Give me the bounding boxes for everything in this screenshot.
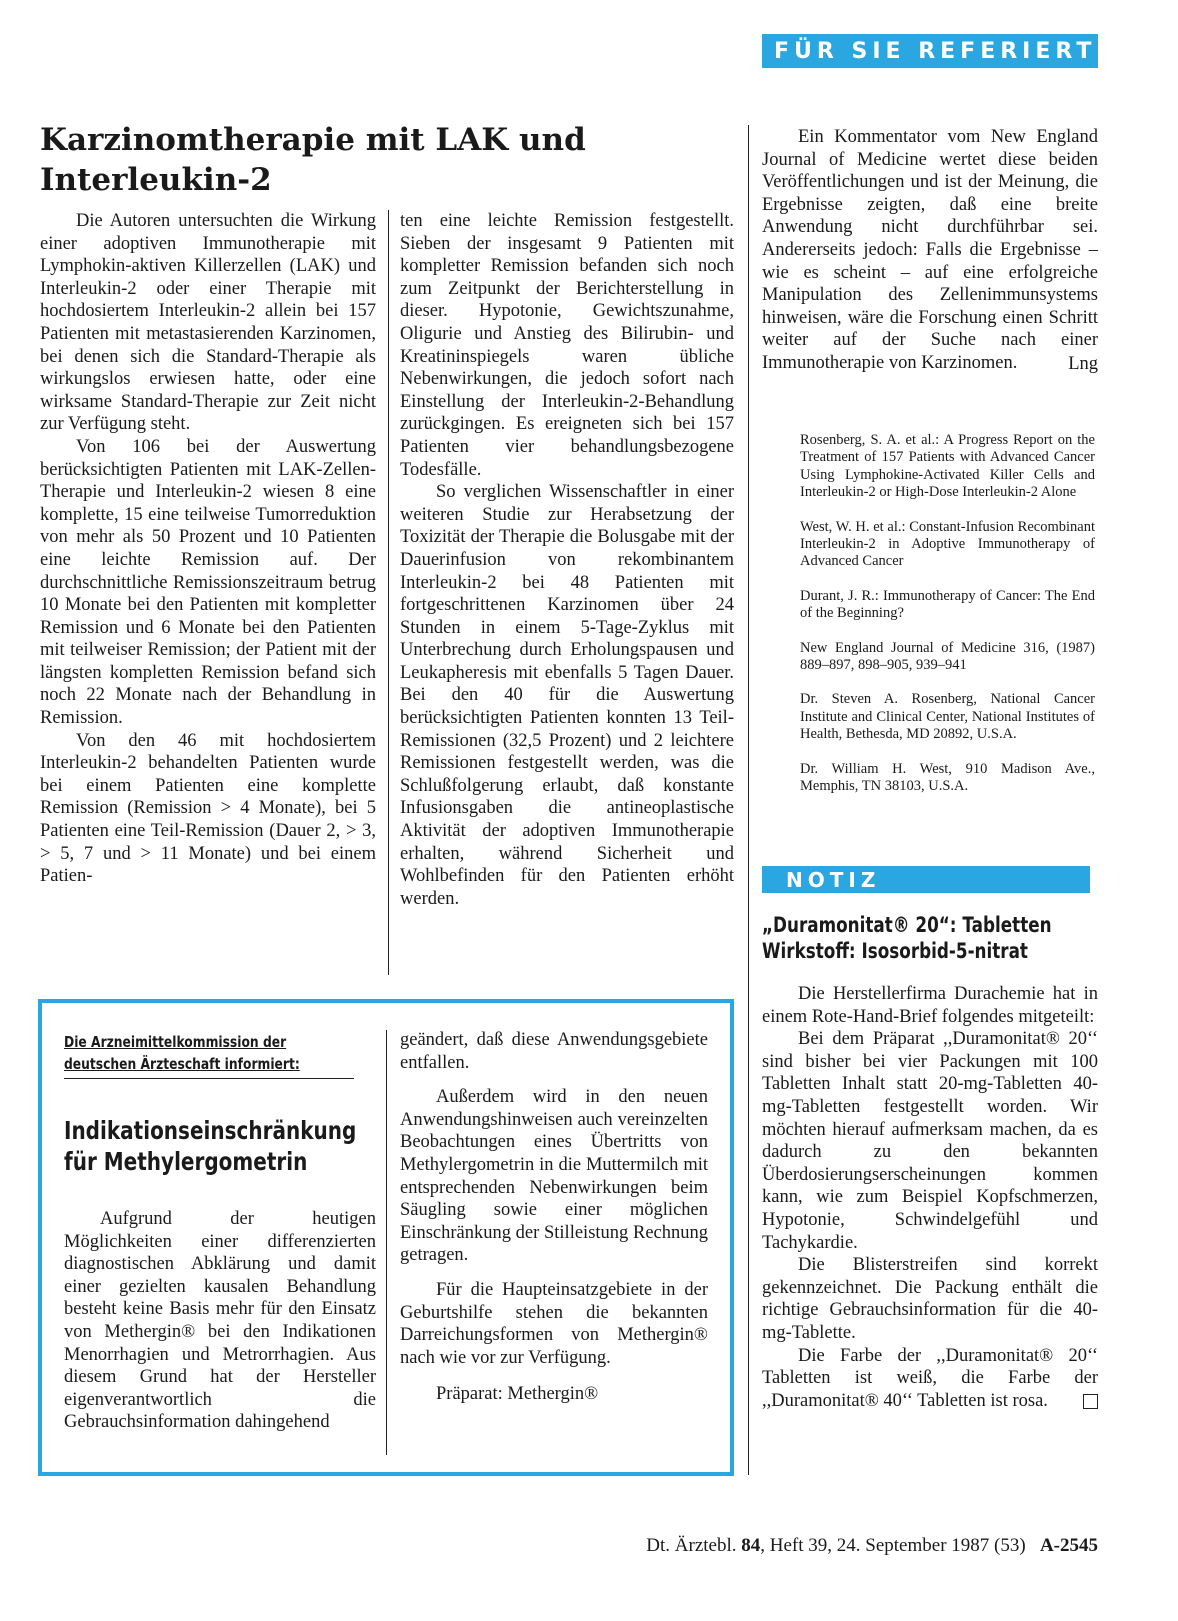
commentary-paragraph: Ein Kommentator vom New England Journal of Medicine wertet diese beiden Veröffentlichungen und ist der Meinung, die Ergebnisse zeigten, daß eine breite Anwendung nicht durchführbar sei. Andererseits jedoch: Falls die Ergebnisse – wie es scheint – auf eine erfolgreiche Manipulation des Zellenimmunsystems hinweisen, wäre die Forschung einen Schritt weiter auf der Suche nach einer Immunotherapie von Karzinomen. [762,127,1098,373]
section-label: FÜR SIE REFERIERT [774,38,1097,64]
article-column-2 [400,210,734,910]
column-divider [748,125,749,1475]
notiz-paragraph: Bei dem Präparat ,,Duramonitat® 20‘‘ sind bisher bei vier Packungen mit 100 Tabletten Inhalt statt 20-mg-Tabletten 40-mg-Tabletten festgestellt worden. Wir möchten hierauf aufmerksam machen, da es dadurch zu den bekannten Überdosierungserscheinungen kommen kann, wie zum Beispiel Kopfschmerzen, Hypotonie, Schwindelgefühl und Tachykardie. [762,1029,1098,1253]
info-box-column-1 [64,1208,376,1434]
footer-volume: 84 [741,1535,761,1556]
info-box-column-2 [400,1029,708,1406]
page-footer [646,1534,1098,1558]
author-signature: Lng [1068,353,1098,374]
info-box-heading-line2: deutschen Ärzteschaft informiert: [64,1055,300,1073]
article-paragraph: ten eine leichte Remission festgestellt. Sieben der insgesamt 9 Patienten mit kompletter Remission befanden sich noch zum Zeitpunkt der Berichterstellung in dieser. Hypotonie, Gewichtszunahme, Oligurie und Anstieg des Bilirubin- und Kreatininspiegels waren übliche Nebenwirkungen, die jedoch sofort nach Einstellung der Interleukin-2-Behandlung zurückgingen. Es ereigneten sich bei 157 Patienten vier behandlungsbezogene Todesfälle. [400,211,734,480]
info-box-title-line1: Indikationseinschränkung [64,1116,357,1145]
info-box-divider [386,1030,387,1455]
notiz-paragraph [762,1345,1098,1413]
notiz-title [762,912,1102,964]
reference-item: Rosenberg, S. A. et al.: A Progress Report on the Treatment of 157 Patients with Advanced Cancer Using Lymphokine-Activated Killer Cells and Interleukin-2 or High-Dose Interleukin-2 Alone [800,432,1095,501]
notiz-paragraph: Die Blisterstreifen sind korrekt gekennzeichnet. Die Packung enthält die richtige Gebrauchsinformation für die 40-mg-Tablette. [762,1255,1098,1343]
reference-item: Dr. Steven A. Rosenberg, National Cancer Institute and Clinical Center, National Institutes of Health, Bethesda, MD 20892, U.S.A. [800,691,1095,743]
info-box-paragraph: Für die Haupteinsatzgebiete in der Geburtshilfe stehen die bekannten Darreichungsformen von Methergin® nach wie vor zur Verfügung. [400,1279,708,1368]
article-headline [40,120,720,200]
info-box-heading-line1: Die Arzneimittelkommission der [64,1033,287,1051]
info-box-title [64,1115,384,1177]
article-paragraph: Von 106 bei der Auswertung berücksichtigten Patienten mit LAK-Zellen-Therapie und Interleukin-2 wiesen 8 eine komplette, 15 eine teilweise Tumorreduktion von mehr als 50 Prozent und 10 Patienten eine leichte Remission auf. Der durchschnittliche Remissionszeitraum betrug 10 Monate bei den Patienten mit kompletter Remission und 6 Monate bei den Patienten mit teilweiser Remission; der Patient mit der längsten kompletten Remission befand sich noch 22 Monate nach der Behandlung in Remission. [40,436,376,729]
end-mark-icon [1083,1394,1098,1409]
reference-item: West, W. H. et al.: Constant-Infusion Recombinant Interleukin-2 in Adoptive Immunotherapy of Advanced Cancer [800,518,1095,570]
info-box-preparation: Präparat: Methergin® [436,1384,599,1405]
info-box-heading [64,1031,354,1079]
article-title [40,120,720,200]
info-box-paragraph: Aufgrund der heutigen Möglichkeiten einer differenzierten diagnostischen Abklärung und damit einer gezielten kausalen Behandlung besteht keine Basis mehr für den Einsatz von Methergin® bei den Indikationen Menorrhagien und Metrorrhagien. Aus diesem Grund hat der Hersteller eigenverantwortlich die Gebrauchsinformation dahingehend [64,1209,376,1433]
article-title-line2: Interleukin-2 [40,162,272,198]
article-title-line1: Karzinomtherapie mit LAK und [40,122,586,158]
notiz-title-line2: Wirkstoff: Isosorbid-5-nitrat [762,939,1028,963]
reference-item: New England Journal of Medicine 316, (1987) 889–897, 898–905, 939–941 [800,639,1095,674]
info-box-paragraph: geändert, daß diese Anwendungsgebiete entfallen. [400,1030,708,1073]
column-divider [388,210,389,975]
references [800,432,1095,813]
notiz-paragraph: Die Herstellerfirma Durachemie hat in einem Rote-Hand-Brief folgendes mitgeteilt: [762,984,1098,1027]
footer-journal: Dt. Ärztebl. [646,1535,737,1556]
section-banner [762,34,1098,68]
article-paragraph: Die Autoren untersuchten die Wirkung einer adoptiven Immunotherapie mit Lymphokin-aktiven Killerzellen (LAK) und Interleukin-2 oder einer Therapie mit hochdosiertem Interleukin-2 allein bei 157 Patienten mit metastasierenden Karzinomen, bei denen sich die Standard-Therapie als wirkungslos erwiesen hatte, oder eine wirksame Standard-Therapie zur Zeit nicht zur Verfügung steht. [40,211,376,435]
info-box-paragraph: Außerdem wird in den neuen Anwendungshinweisen auch vereinzelten Beobachtungen eines Übertritts von Methylergometrin in die Muttermilch mit entsprechenden Nebenwirkungen beim Säugling sowie einer möglichen Einschränkung der Stilleistung Rechnung getragen. [400,1087,708,1266]
notiz-title-line1: „Duramonitat® 20“: Tabletten [762,913,1052,937]
notiz-label: NOTIZ [786,867,881,892]
notiz-banner [762,866,1090,893]
article-paragraph: Von den 46 mit hochdosiertem Interleukin-2 behandelten Patienten wurde bei einem Patienten eine komplette Remission (Remission > 4 Monate), bei 5 Patienten eine Teil-Remission (Dauer 2, > 3, > 5, 7 und > 11 Monate) und bei einem Patien- [40,730,376,887]
reference-item: Durant, J. R.: Immunotherapy of Cancer: The End of the Beginning? [800,587,1095,622]
article-column-1 [40,210,376,888]
footer-page-number: A-2545 [1039,1535,1098,1556]
reference-item: Dr. William H. West, 910 Madison Ave., Memphis, TN 38103, U.S.A. [800,760,1095,795]
notiz-last-text: Die Farbe der ,,Duramonitat® 20‘‘ Tabletten ist weiß, die Farbe der ,,Duramonitat® 40‘‘ Tabletten ist rosa. [762,1345,1098,1411]
article-paragraph: So verglichen Wissenschaftler in einer weiteren Studie zur Herabsetzung der Toxizität der Therapie die Bolusgabe mit der Dauerinfusion von rekombinantem Interleukin-2 bei 48 Patienten mit fortgeschrittenen Karzinomen über 24 Stunden in einem 5-Tage-Zyklus mit Unterbrechung durch Erholungspausen und Leukapheresis mit ebenfalls 5 Tagen Dauer. Bei den 40 für die Auswertung berücksichtigten Patienten konnten 13 Teil-Remissionen (32,5 Prozent) und 2 leichtere Remissionen festgestellt werden, was die Schlußfolgerung erlaubt, daß konstante Infusionsgaben die antineoplastische Aktivität der adoptiven Immunotherapie erhalten, während Sicherheit und Wohlbefinden für den Patienten erhöht werden. [400,482,734,909]
info-box-title-line2: für Methylergometrin [64,1147,308,1176]
notiz-body [762,983,1098,1412]
article-column-3 [762,126,1098,375]
footer-issue-info: , Heft 39, 24. September 1987 (53) [760,1535,1026,1556]
